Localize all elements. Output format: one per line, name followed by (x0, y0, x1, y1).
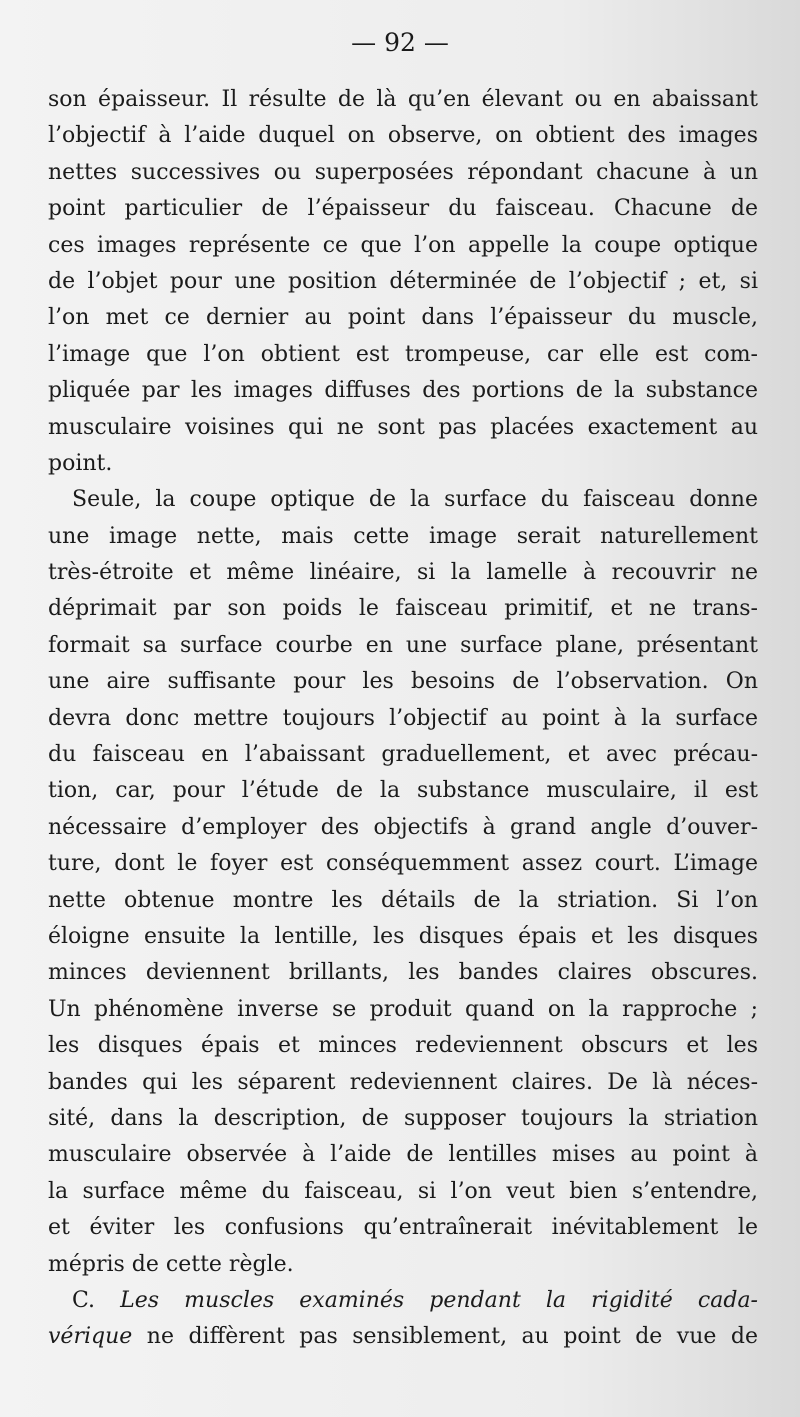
text-line: du faisceau en l’abaissant graduellement, et avec précau- (48, 742, 758, 768)
text-line: ces images représente ce que l’on appelle la coupe optique (48, 232, 758, 258)
text-line: nécessaire d’employer des objectifs à grand angle d’ouver- (48, 814, 758, 840)
italic-phrase: vérique (48, 1324, 133, 1350)
section-letter: C. (72, 1287, 121, 1313)
text-line: Un phénomène inverse se produit quand on la rapproche ; (48, 996, 758, 1022)
text-line: déprimait par son poids le faisceau primitif, et ne trans- (48, 596, 758, 622)
text-run: ne diffèrent pas sensiblement, au point de vue de (132, 1324, 758, 1350)
text-line (48, 1319, 758, 1355)
text-line: de l’objet pour une position déterminée de l’objectif ; et, si (48, 268, 758, 294)
paragraph-1 (48, 82, 758, 482)
text-line (48, 1283, 758, 1319)
italic-phrase: Les muscles examinés pendant la rigidité cada- (120, 1287, 758, 1313)
text-line: l’on met ce dernier au point dans l’épaisseur du muscle, (48, 305, 758, 331)
text-line: musculaire observée à l’aide de lentilles mises au point à (48, 1142, 758, 1168)
text-line: ture, dont le foyer est conséquemment assez court. L’image (48, 851, 758, 877)
text-line: nettes successives ou superposées répondant chacune à un (48, 159, 758, 185)
page-number: — 92 — (351, 28, 449, 57)
text-line: pliquée par les images diffuses des portions de la substance (48, 378, 758, 404)
text-line: très-étroite et même linéaire, si la lamelle à recouvrir ne (48, 560, 758, 586)
text-line: mépris de cette règle. (48, 1251, 294, 1277)
text-line: minces deviennent brillants, les bandes claires obscures. (48, 960, 758, 986)
text-line: Seule, la coupe optique de la surface du faisceau donne (72, 487, 758, 513)
paragraph-3 (48, 1283, 758, 1356)
text-line: l’objectif à l’aide duquel on observe, on obtient des images (48, 123, 758, 149)
text-line: formait sa surface courbe en une surface plane, présentant (48, 632, 758, 658)
paragraph-2 (48, 482, 758, 1283)
text-line: devra donc mettre toujours l’objectif au point à la surface (48, 705, 758, 731)
text-line: sité, dans la description, de supposer toujours la striation (48, 1105, 758, 1131)
body-text (48, 82, 758, 1356)
text-line: musculaire voisines qui ne sont pas placées exactement au (48, 414, 758, 440)
text-line: tion, car, pour l’étude de la substance musculaire, il est (48, 778, 758, 804)
text-line: l’image que l’on obtient est trompeuse, car elle est com- (48, 341, 758, 367)
text-line: les disques épais et minces redeviennent obscurs et les (48, 1033, 758, 1059)
text-line: éloigne ensuite la lentille, les disques épais et les disques (48, 923, 758, 949)
text-line: point. (48, 450, 113, 476)
text-line: nette obtenue montre les détails de la striation. Si l’on (48, 887, 758, 913)
text-line: la surface même du faisceau, si l’on veut bien s’entendre, (48, 1178, 758, 1204)
text-line: et éviter les confusions qu’entraînerait inévitablement le (48, 1215, 758, 1241)
text-line: une image nette, mais cette image serait naturellement (48, 523, 758, 549)
text-line: une aire suffisante pour les besoins de l’observation. On (48, 669, 758, 695)
text-line: bandes qui les séparent redeviennent claires. De là néces- (48, 1069, 758, 1095)
text-line: point particulier de l’épaisseur du faisceau. Chacune de (48, 196, 758, 222)
text-line: son épaisseur. Il résulte de là qu’en élevant ou en abaissant (48, 87, 758, 112)
